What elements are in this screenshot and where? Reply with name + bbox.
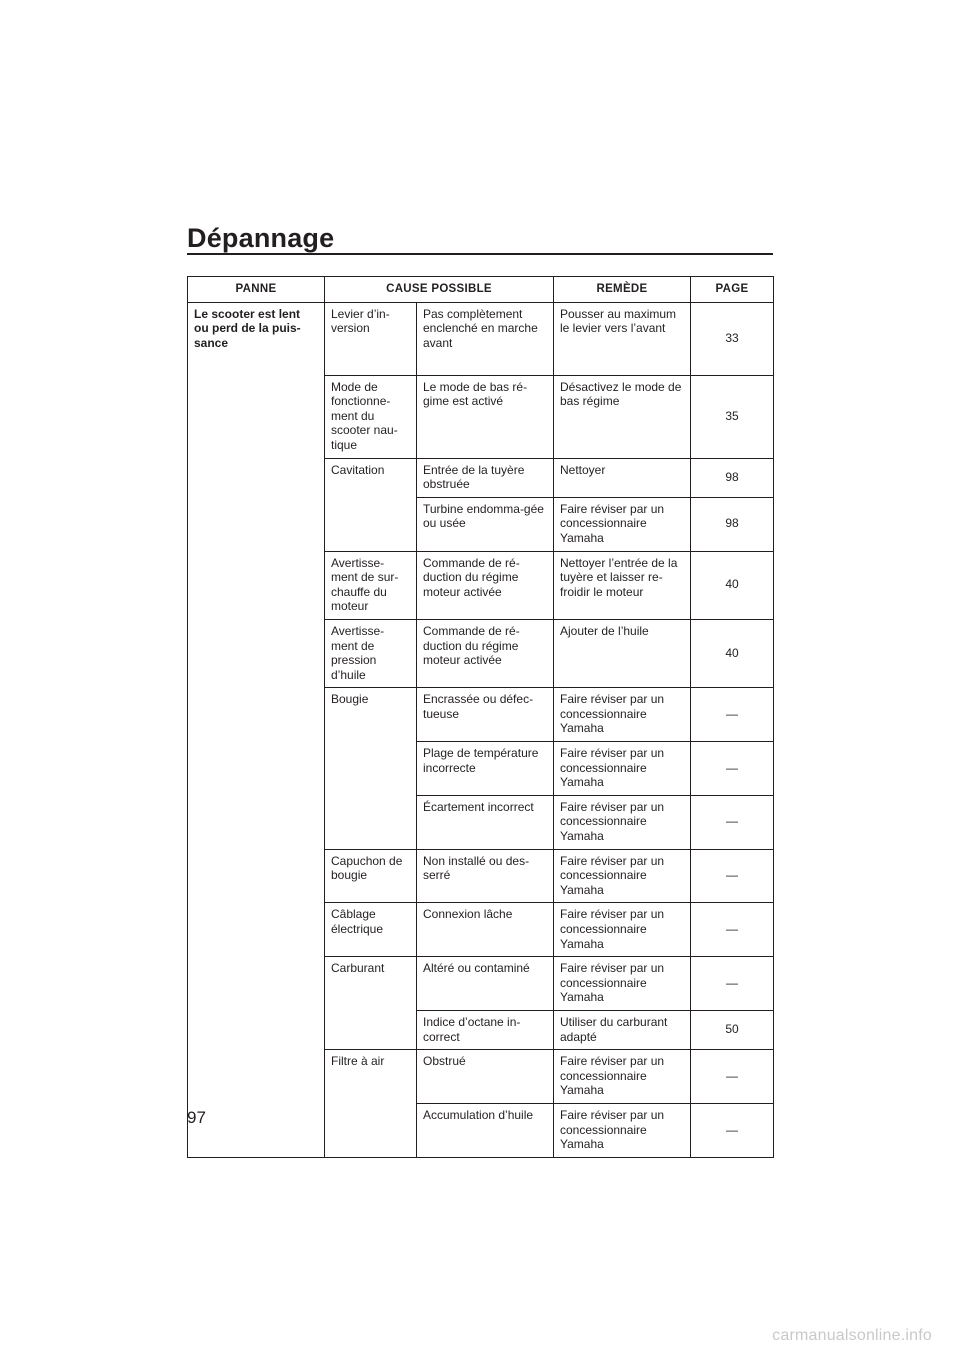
page-cell: 33: [691, 302, 774, 375]
remede-cell: Faire réviser par un concessionnaire Yamaha: [554, 903, 691, 957]
page-cell: —: [691, 742, 774, 796]
remede-cell: Nettoyer l’entrée de la tuyère et laisser re-froidir le moteur: [554, 551, 691, 619]
remede-cell: Désactivez le mode de bas régime: [554, 375, 691, 458]
detail-cell: Commande de ré-duction du régime moteur activée: [417, 619, 554, 687]
title-rule: [187, 253, 773, 255]
page-cell: 98: [691, 497, 774, 551]
page-title: Dépannage: [187, 223, 335, 253]
cause-cell: Mode de fonctionne-ment du scooter nau-tique: [325, 375, 417, 458]
page-cell: 40: [691, 619, 774, 687]
page-cell: 40: [691, 551, 774, 619]
cause-cell: Cavitation: [325, 458, 417, 551]
detail-cell: Entrée de la tuyère obstruée: [417, 458, 554, 497]
remede-cell: Faire réviser par un concessionnaire Yamaha: [554, 497, 691, 551]
detail-cell: Encrassée ou défec-tueuse: [417, 688, 554, 742]
cause-cell: Carburant: [325, 957, 417, 1050]
detail-cell: Non installé ou des-serré: [417, 849, 554, 903]
detail-cell: Obstrué: [417, 1050, 554, 1104]
remede-cell: Faire réviser par un concessionnaire Yamaha: [554, 742, 691, 796]
detail-cell: Turbine endomma-gée ou usée: [417, 497, 554, 551]
detail-cell: Connexion lâche: [417, 903, 554, 957]
page-cell: —: [691, 688, 774, 742]
page-cell: 35: [691, 375, 774, 458]
detail-cell: Pas complètement enclenché en marche avant: [417, 302, 554, 375]
cause-cell: Filtre à air: [325, 1050, 417, 1158]
page-cell: —: [691, 957, 774, 1011]
cause-cell: Capuchon de bougie: [325, 849, 417, 903]
detail-cell: Altéré ou contaminé: [417, 957, 554, 1011]
remede-cell: Faire réviser par un concessionnaire Yamaha: [554, 688, 691, 742]
panne-cell: Le scooter est lent ou perd de la puis-sance: [188, 302, 325, 1157]
cause-cell: Avertisse-ment de sur-chauffe du moteur: [325, 551, 417, 619]
remede-cell: Ajouter de l’huile: [554, 619, 691, 687]
detail-cell: Plage de température incorrecte: [417, 742, 554, 796]
detail-cell: Écartement incorrect: [417, 795, 554, 849]
remede-cell: Faire réviser par un concessionnaire Yamaha: [554, 957, 691, 1011]
header-page: PAGE: [691, 277, 774, 303]
page-cell: 50: [691, 1010, 774, 1049]
remede-cell: Faire réviser par un concessionnaire Yamaha: [554, 849, 691, 903]
table-header-row: [188, 277, 774, 303]
page-cell: —: [691, 795, 774, 849]
header-cause: CAUSE POSSIBLE: [325, 277, 554, 303]
remede-cell: Nettoyer: [554, 458, 691, 497]
detail-cell: Le mode de bas ré-gime est activé: [417, 375, 554, 458]
page-cell: 98: [691, 458, 774, 497]
cause-cell: Avertisse-ment de pression d’huile: [325, 619, 417, 687]
header-panne: PANNE: [188, 277, 325, 303]
page-cell: —: [691, 1050, 774, 1104]
detail-cell: Accumulation d’huile: [417, 1103, 554, 1157]
table-row: [188, 302, 774, 375]
troubleshooting-table: [187, 276, 774, 1158]
detail-cell: Commande de ré-duction du régime moteur activée: [417, 551, 554, 619]
remede-cell: Faire réviser par un concessionnaire Yamaha: [554, 795, 691, 849]
header-remede: REMÈDE: [554, 277, 691, 303]
page-number: 97: [187, 1108, 206, 1127]
cause-cell: Câblage électrique: [325, 903, 417, 957]
remede-cell: Pousser au maximum le levier vers l’avant: [554, 302, 691, 375]
watermark-text: carmanualsonline.info: [772, 1327, 932, 1344]
page-cell: —: [691, 1103, 774, 1157]
cause-cell: Levier d’in-version: [325, 302, 417, 375]
remede-cell: Utiliser du carburant adapté: [554, 1010, 691, 1049]
page-cell: —: [691, 903, 774, 957]
remede-cell: Faire réviser par un concessionnaire Yamaha: [554, 1103, 691, 1157]
detail-cell: Indice d’octane in-correct: [417, 1010, 554, 1049]
page-cell: —: [691, 849, 774, 903]
cause-cell: Bougie: [325, 688, 417, 849]
remede-cell: Faire réviser par un concessionnaire Yamaha: [554, 1050, 691, 1104]
